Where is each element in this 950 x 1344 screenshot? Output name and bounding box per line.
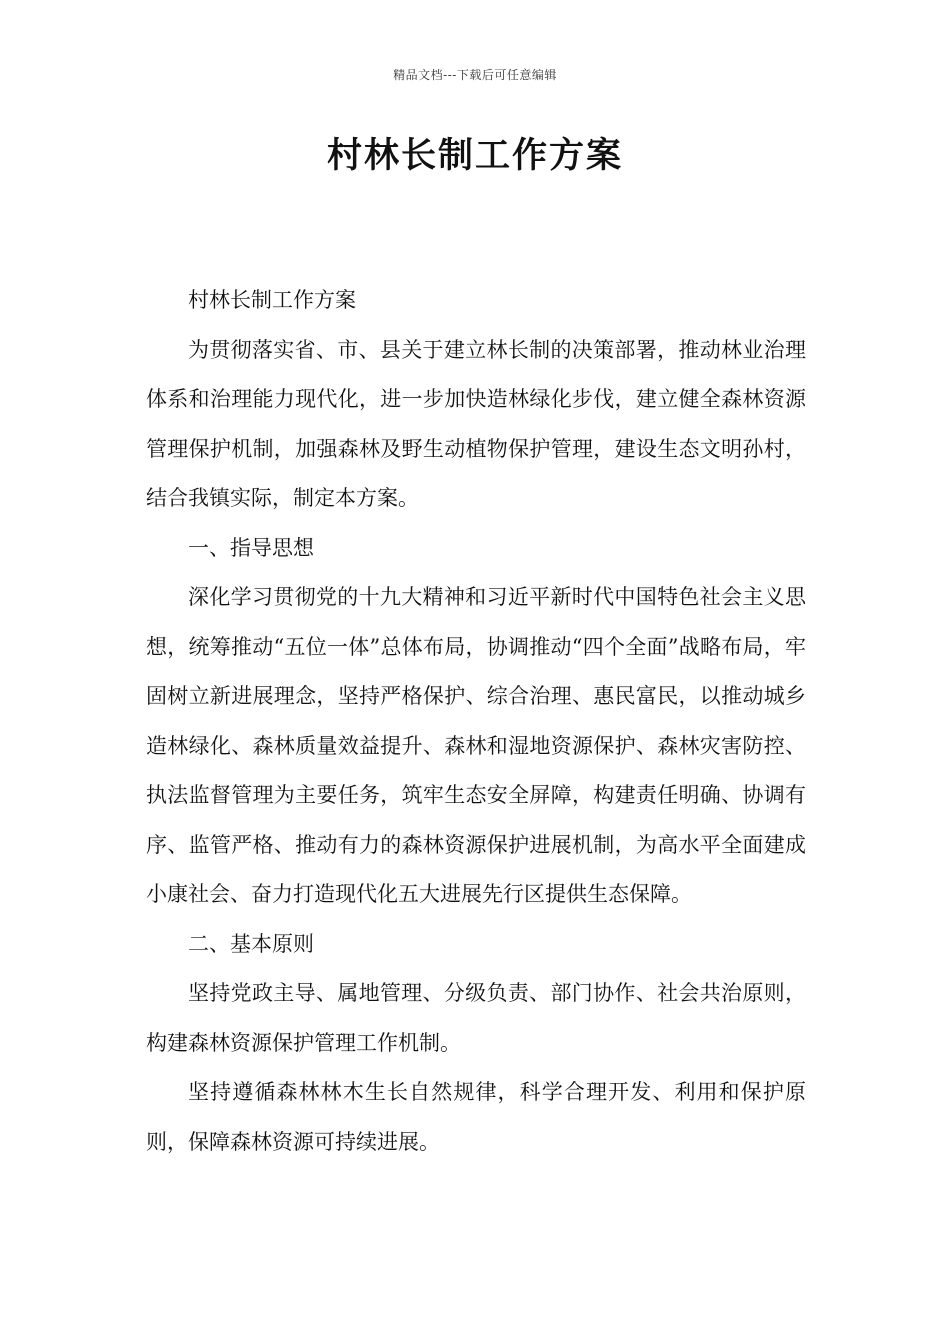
- paragraph-intro: 为贯彻落实省、市、县关于建立林长制的决策部署，推动林业治理体系和治理能力现代化，进一步加快造林绿化步伐，建立健全森林资源管理保护机制，加强森林及野生动植物保护管理，建设生态文明孙村，结合我镇实际，制定本方案。: [146, 337, 806, 510]
- section-heading-guiding-ideology: 一、指导思想: [188, 535, 314, 560]
- paragraph-principle-1: 坚持党政主导、属地管理、分级负责、部门协作、社会共治原则，构建森林资源保护管理工作机制。: [146, 981, 806, 1055]
- document-body: [146, 276, 806, 1167]
- paragraph-subtitle: 村林长制工作方案: [188, 288, 356, 312]
- paragraph-principle-2: 坚持遵循森林林木生长自然规律，科学合理开发、利用和保护原则，保障森林资源可持续进展。: [146, 1080, 806, 1154]
- section-heading-basic-principles: 二、基本原则: [188, 931, 314, 956]
- header-note: 精品文档---下载后可任意编辑: [393, 68, 557, 82]
- paragraph-guiding-ideology: 深化学习贯彻党的十九大精神和习近平新时代中国特色社会主义思想，统筹推动“五位一体”总体布局，协调推动“四个全面”战略布局，牢固树立新进展理念，坚持严格保护、综合治理、惠民富民，以推动城乡造林绿化、森林质量效益提升、森林和湿地资源保护、森林灾害防控、执法监督管理为主要任务，筑牢生态安全屏障，构建责任明确、协调有序、监管严格、推动有力的森林资源保护进展机制，为高水平全面建成小康社会、奋力打造现代化五大进展先行区提供生态保障。: [146, 585, 806, 906]
- document-title: 村林长制工作方案: [326, 136, 623, 176]
